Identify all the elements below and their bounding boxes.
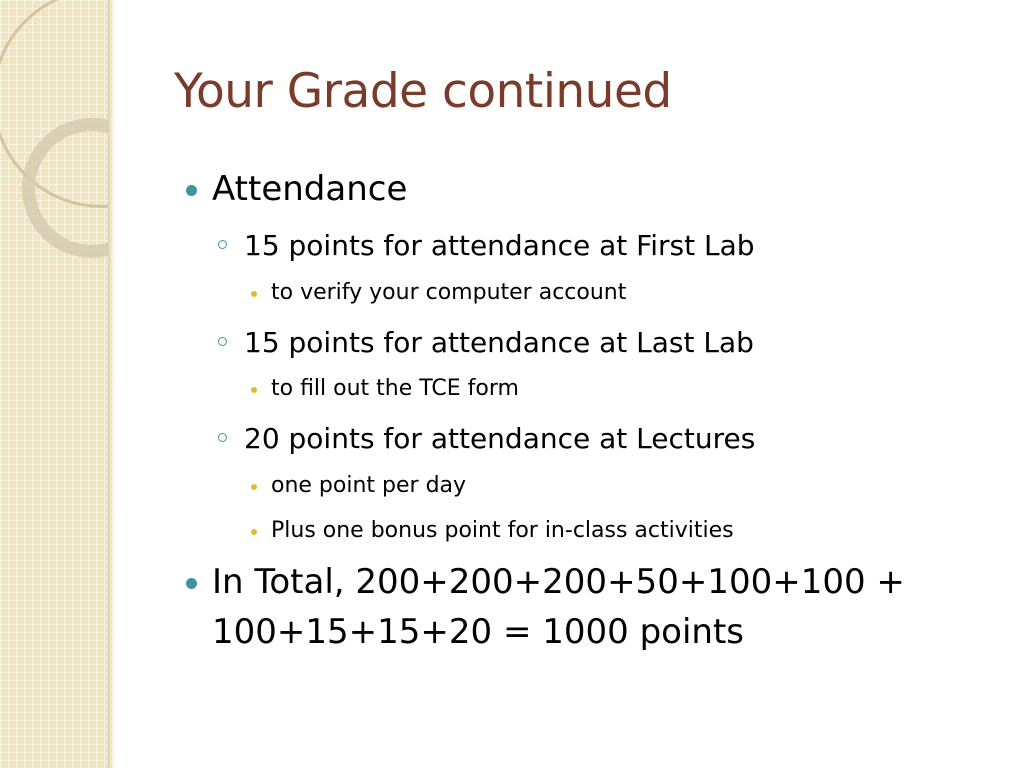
bullet-small-dot-icon (251, 387, 257, 393)
bullet-item-level3: one point per day (271, 473, 467, 498)
bullet-small-dot-icon (251, 529, 257, 535)
bullet-item-level1-continued: 100+15+15+20 = 1000 points (212, 612, 745, 652)
bullet-item-level3: to fill out the TCE form (271, 376, 519, 401)
bullet-item-level2: 15 points for attendance at Last Lab (244, 326, 754, 359)
slide-title: Your Grade continued (174, 64, 672, 119)
bullet-item-level3: to verify your computer account (271, 280, 627, 305)
bullet-item-level3: Plus one bonus point for in-class activities (271, 518, 734, 543)
bullet-item-level2: 20 points for attendance at Lectures (244, 422, 756, 455)
bullet-circle-icon (218, 337, 227, 346)
bullet-circle-icon (218, 240, 227, 249)
bullet-item-level2: 15 points for attendance at First Lab (244, 229, 755, 262)
bullet-dot-icon (186, 185, 197, 196)
bullet-item-level1: In Total, 200+200+200+50+100+100 + (212, 562, 905, 602)
bullet-small-dot-icon (251, 291, 257, 297)
bullet-small-dot-icon (251, 484, 257, 490)
bullet-dot-icon (186, 578, 197, 589)
bullet-circle-icon (218, 433, 227, 442)
bullet-item-level1: Attendance (212, 169, 408, 209)
